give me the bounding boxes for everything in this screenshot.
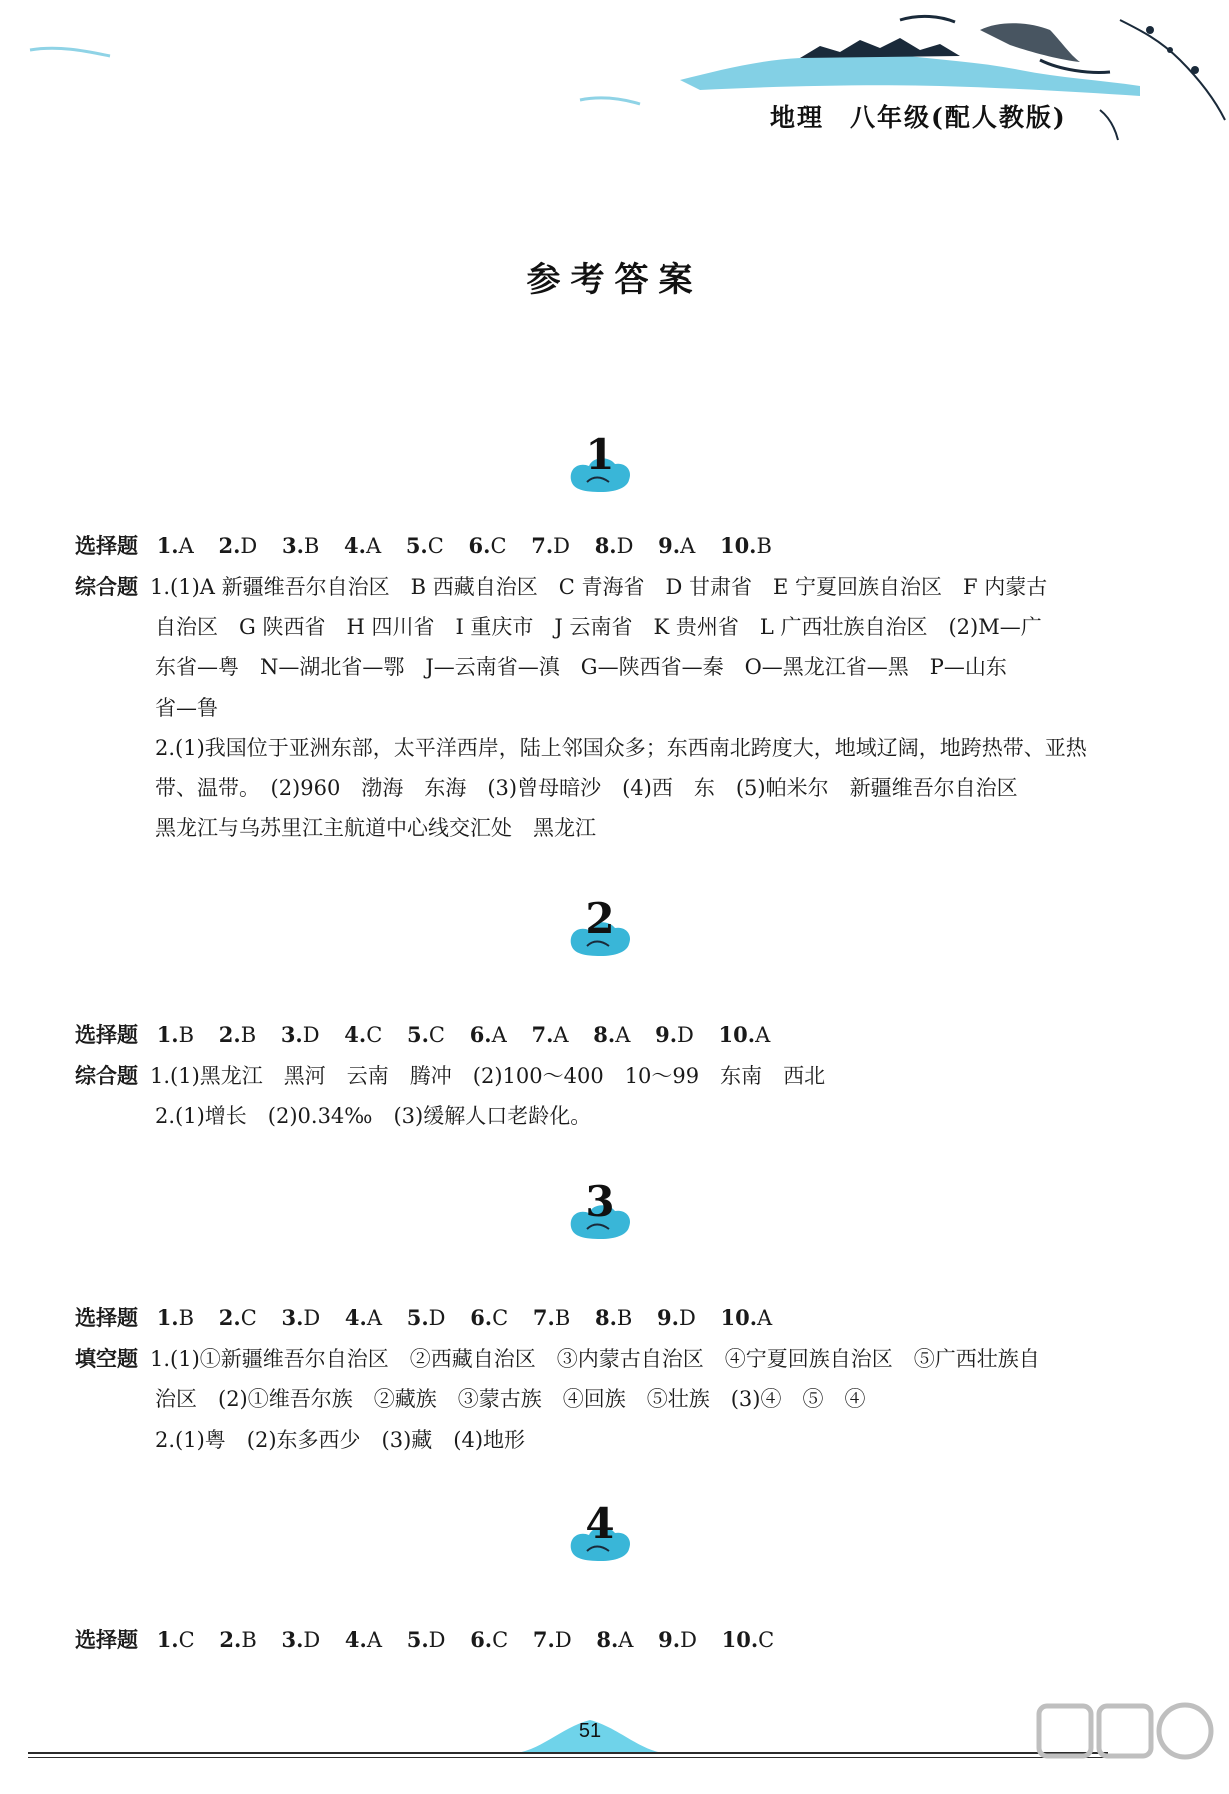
answer-item: 10.B (719, 533, 772, 558)
answer-item: 3.D (281, 1305, 321, 1330)
footer-rule (28, 1752, 1108, 1754)
answer-item: 10.A (720, 1305, 773, 1330)
answer-item: 5.D (406, 1627, 446, 1652)
answer-item: 9.D (657, 1305, 696, 1330)
answer-item: 5.C (405, 533, 444, 558)
answer-item: 4.A (344, 1627, 383, 1652)
answer-item: 3.D (280, 1022, 320, 1047)
section-badge-4 (565, 1499, 635, 1575)
choice-answers-line (75, 1626, 792, 1654)
section-number: 3 (585, 1177, 615, 1226)
answer-item: 8.B (594, 1305, 633, 1330)
landscape-header-art (0, 0, 1229, 160)
header-subject-grade (770, 98, 1067, 134)
choice-answers-line (75, 532, 790, 560)
page-title: 参考答案 (526, 260, 703, 300)
answer-text: 省—鲁 (155, 696, 218, 720)
answer-item: 4.A (344, 1305, 383, 1330)
choice-label: 选择题 (75, 1305, 138, 1330)
answer-item: 7.A (531, 1022, 569, 1047)
answer-item: 9.A (658, 533, 696, 558)
section-badge-1 (565, 430, 635, 506)
header-grade: 八年级(配人教版) (850, 103, 1067, 132)
section-badge-2 (565, 894, 635, 970)
answer-item: 5.D (406, 1305, 446, 1330)
answer-item: 3.B (281, 533, 320, 558)
footer-rule (28, 1757, 1108, 1758)
fill-blank-line (75, 1345, 1040, 1373)
answer-text: 带、温带。 (2)960 渤海 东海 (3)曾母暗沙 (4)西 东 (5)帕米尔 新疆维吾尔自治区 (155, 776, 1018, 800)
section-number: 1 (585, 430, 615, 479)
answer-item: 5.C (406, 1022, 445, 1047)
answer-item: 4.A (344, 533, 382, 558)
answer-item: 2.C (218, 1305, 257, 1330)
comprehensive-line (75, 1062, 825, 1090)
header-subject: 地理 (770, 103, 825, 132)
answer-item: 8.A (596, 1627, 634, 1652)
answer-item: 10.C (721, 1627, 775, 1652)
answer-text: 1.(1)黑龙江 黑河 云南 腾冲 (2)100～400 10～99 东南 西北 (150, 1064, 826, 1088)
answer-text: 1.(1)①新疆维吾尔自治区 ②西藏自治区 ③内蒙古自治区 ④宁夏回族自治区 ⑤广西壮族自 (150, 1347, 1040, 1371)
section-number: 2 (585, 894, 615, 943)
answer-item: 2.B (219, 1627, 257, 1652)
section-number: 4 (585, 1499, 615, 1548)
answer-text: 自治区 G 陕西省 H 四川省 I 重庆市 J 云南省 K 贵州省 L 广西壮族自治区 (2)M—广 (155, 615, 1042, 639)
comprehensive-label: 综合题 (75, 574, 138, 599)
answer-item: 7.D (532, 1627, 572, 1652)
answer-text: 2.(1)粤 (2)东多西少 (3)藏 (4)地形 (155, 1428, 526, 1452)
answer-item: 1.B (156, 1305, 195, 1330)
answer-item: 1.C (156, 1627, 195, 1652)
section-badge-3 (565, 1177, 635, 1253)
page-number: 51 (578, 1720, 602, 1742)
choice-answers-line (75, 1021, 788, 1049)
answer-item: 1.A (156, 533, 194, 558)
choice-answers-line (75, 1304, 790, 1332)
answer-item: 4.C (344, 1022, 383, 1047)
answer-item: 10.A (718, 1022, 771, 1047)
answer-item: 3.D (281, 1627, 321, 1652)
answer-item: 9.D (655, 1022, 694, 1047)
choice-label: 选择题 (75, 1022, 138, 1047)
answer-item: 2.B (218, 1022, 257, 1047)
answer-item: 8.D (594, 533, 634, 558)
page-number-badge (510, 1708, 670, 1758)
choice-label: 选择题 (75, 1627, 138, 1652)
answer-text: 东省—粤 N—湖北省—鄂 J—云南省—滇 G—陕西省—秦 O—黑龙江省—黑 P—山东 (155, 655, 1007, 679)
answer-item: 9.D (658, 1627, 697, 1652)
answer-item: 1.B (156, 1022, 195, 1047)
answer-item: 2.D (218, 533, 258, 558)
watermark-logo-icon (1035, 1700, 1225, 1790)
answer-text: 黑龙江与乌苏里江主航道中心线交汇处 黑龙江 (155, 816, 596, 840)
answer-item: 7.D (531, 533, 570, 558)
answer-text: 2.(1)我国位于亚洲东部，太平洋西岸，陆上邻国众多；东西南北跨度大，地域辽阔，地跨热带、亚热 (155, 736, 1087, 760)
answer-text: 1.(1)A 新疆维吾尔自治区 B 西藏自治区 C 青海省 D 甘肃省 E 宁夏回族自治区 F 内蒙古 (150, 575, 1048, 599)
answer-text: 治区 (2)①维吾尔族 ②藏族 ③蒙古族 ④回族 ⑤壮族 (3)④ ⑤ ④ (155, 1387, 866, 1411)
answer-item: 8.A (593, 1022, 631, 1047)
watermark-logo (1035, 1700, 1225, 1790)
answer-item: 6.C (470, 1305, 509, 1330)
choice-label: 选择题 (75, 533, 138, 558)
answer-item: 6.C (470, 1627, 509, 1652)
comprehensive-line (75, 573, 1047, 601)
comprehensive-label: 综合题 (75, 1063, 138, 1088)
answer-item: 6.C (468, 533, 507, 558)
answer-item: 7.B (532, 1305, 571, 1330)
fill-blank-label: 填空题 (75, 1346, 138, 1371)
answer-text: 2.(1)增长 (2)0.34‰ (3)缓解人口老龄化。 (155, 1104, 592, 1128)
answer-item: 6.A (469, 1022, 507, 1047)
